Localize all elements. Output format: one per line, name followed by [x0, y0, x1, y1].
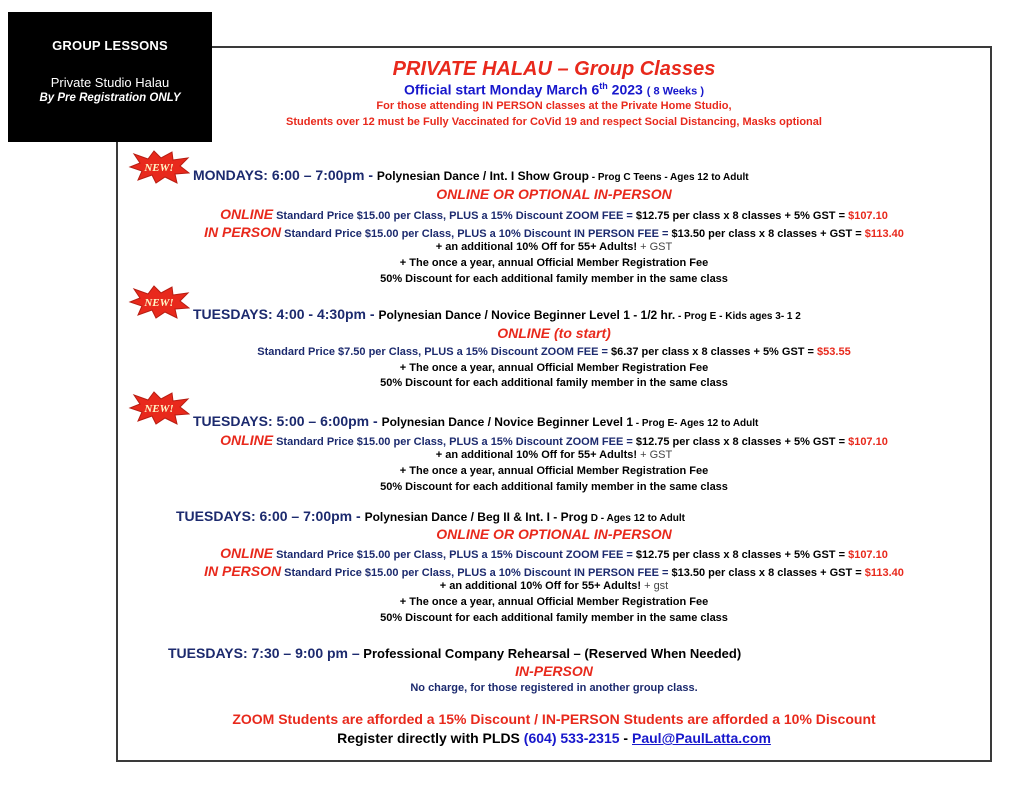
start-weeks: ( 8 Weeks ) — [646, 85, 704, 98]
new-badge-text: NEW! — [144, 403, 174, 415]
tuesday-3-heading — [176, 508, 685, 526]
senior-discount: + an additional 10% Off for 55+ Adults! — [435, 449, 638, 461]
tuesday-3-desc: Polynesian Dance / Beg II & Int. I - Prog — [364, 510, 588, 524]
inperson-calc: $13.50 per class x 8 classes + GST = — [671, 567, 865, 579]
senior-gst: + gst — [641, 580, 669, 592]
tuesday-4-heading — [168, 645, 741, 663]
senior-gst: + GST — [637, 449, 673, 461]
tuesday-2-extra-3: 50% Discount for each additional family member in the same class — [380, 481, 728, 493]
note-line-1: For those attending IN PERSON classes at the Private Home Studio, — [376, 100, 732, 112]
inperson-calc: $13.50 per class x 8 classes + GST = — [671, 228, 865, 240]
tuesday-1-extra-2: + The once a year, annual Official Member Registration Fee — [399, 362, 709, 374]
monday-prog: - Prog C Teens - Ages 12 to Adult — [588, 172, 749, 183]
tuesday-3-online-price — [116, 545, 992, 561]
online-price-text: Standard Price $15.00 per Class, PLUS a 15% Discount ZOOM FEE = — [273, 436, 636, 448]
price-total: $53.55 — [817, 346, 851, 358]
monday-dash: - — [364, 167, 377, 183]
tuesday-1-desc: Polynesian Dance / Novice Beginner Level 1 - 1/2 hr. — [378, 308, 676, 322]
tuesday-1-mode: ONLINE (to start) — [497, 325, 611, 341]
tuesday-4-time: TUESDAYS: 7:30 – 9:00 pm – — [168, 645, 360, 661]
register-line — [116, 730, 992, 746]
senior-discount: + an additional 10% Off for 55+ Adults! — [439, 580, 642, 592]
monday-extra-2: + The once a year, annual Official Member Registration Fee — [399, 257, 709, 269]
inperson-total: $113.40 — [864, 228, 904, 240]
note-line-2: Students over 12 must be Fully Vaccinated for CoVid 19 and respect Social Distancing, Masks optional — [286, 116, 822, 128]
tuesday-1-heading — [193, 306, 801, 324]
online-label: ONLINE — [220, 432, 274, 448]
tuesday-2-extra-2: + The once a year, annual Official Member Registration Fee — [399, 465, 709, 477]
start-date-year: 2023 — [607, 81, 647, 98]
tuesday-3-extra-1 — [116, 580, 992, 592]
new-starburst-icon — [128, 391, 190, 425]
start-date — [116, 81, 992, 98]
tuesday-2-extra-1 — [116, 449, 992, 461]
tuesday-3-prog: D - Ages 12 to Adult — [587, 513, 685, 524]
tuesday-2-prog: - Prog E- Ages 12 to Adult — [633, 418, 759, 429]
price-text: Standard Price $7.50 per Class, PLUS a 15% Discount ZOOM FEE = — [257, 346, 611, 358]
tuesday-2-time: TUESDAYS: 5:00 – 6:00pm — [193, 413, 370, 429]
tuesday-2-dash: - — [369, 413, 382, 429]
register-text: Register directly with PLDS — [337, 730, 524, 746]
tuesday-2-desc: Polynesian Dance / Novice Beginner Level 1 — [381, 415, 633, 429]
badge-line2: By Pre Registration ONLY — [39, 92, 181, 104]
monday-extra-3: 50% Discount for each additional family member in the same class — [380, 273, 728, 285]
tuesday-1-extra-3: 50% Discount for each additional family member in the same class — [380, 377, 728, 389]
price-calc: $6.37 per class x 8 classes + 5% GST = — [610, 346, 818, 358]
tuesday-3-time: TUESDAYS: 6:00 – 7:00pm — [176, 508, 353, 524]
online-label: ONLINE — [220, 206, 274, 222]
tuesday-3-inperson-price — [116, 563, 992, 579]
tuesday-3-extra-2: + The once a year, annual Official Member Registration Fee — [399, 596, 709, 608]
new-badge-text: NEW! — [144, 297, 174, 309]
tuesday-3-mode: ONLINE OR OPTIONAL IN-PERSON — [436, 526, 672, 542]
online-total: $107.10 — [848, 210, 888, 222]
monday-desc: Polynesian Dance / Int. I Show Group — [376, 169, 589, 183]
badge-line1: Private Studio Halau — [50, 75, 170, 90]
inperson-total: $113.40 — [864, 567, 904, 579]
monday-mode: ONLINE OR OPTIONAL IN-PERSON — [436, 186, 672, 202]
monday-online-price — [116, 206, 992, 222]
tuesday-1-time: TUESDAYS: 4:00 - 4:30pm — [193, 306, 366, 322]
tuesday-4-mode: IN-PERSON — [515, 663, 593, 679]
online-calc: $12.75 per class x 8 classes + 5% GST = — [635, 549, 849, 561]
page-title: PRIVATE HALAU – Group Classes — [392, 58, 716, 80]
start-date-text: Official start Monday March 6 — [404, 81, 600, 98]
monday-time: MONDAYS: 6:00 – 7:00pm — [193, 167, 365, 183]
online-total: $107.10 — [848, 549, 888, 561]
discount-summary: ZOOM Students are afforded a 15% Discount / IN-PERSON Students are afforded a 10% Discount — [232, 711, 876, 727]
tuesday-1-prog: - Prog E - Kids ages 3- 1 2 — [675, 311, 801, 322]
senior-gst: + GST — [637, 241, 673, 253]
new-starburst-icon — [128, 285, 190, 319]
tuesday-1-dash: - — [365, 306, 379, 322]
new-badge-text: NEW! — [144, 162, 174, 174]
tuesday-2-heading — [193, 413, 758, 431]
online-label: ONLINE — [220, 545, 274, 561]
online-price-text: Standard Price $15.00 per Class, PLUS a 15% Discount ZOOM FEE = — [273, 549, 636, 561]
online-calc: $12.75 per class x 8 classes + 5% GST = — [635, 210, 849, 222]
tuesday-4-note: No charge, for those registered in another group class. — [410, 682, 698, 694]
inperson-label: IN PERSON — [204, 224, 282, 240]
online-price-text: Standard Price $15.00 per Class, PLUS a 15% Discount ZOOM FEE = — [273, 210, 636, 222]
monday-inperson-price — [116, 224, 992, 240]
monday-extra-1 — [116, 241, 992, 253]
inperson-price-text: Standard Price $15.00 per Class, PLUS a 10% Discount IN PERSON FEE = — [281, 228, 672, 240]
tuesday-3-extra-3: 50% Discount for each additional family member in the same class — [380, 612, 728, 624]
tuesday-1-price — [116, 346, 992, 358]
senior-discount: + an additional 10% Off for 55+ Adults! — [435, 241, 638, 253]
inperson-label: IN PERSON — [204, 563, 282, 579]
online-calc: $12.75 per class x 8 classes + 5% GST = — [635, 436, 849, 448]
email-link[interactable]: Paul@PaulLatta.com — [632, 730, 771, 746]
online-total: $107.10 — [848, 436, 888, 448]
phone-number: (604) 533-2315 — [523, 730, 620, 746]
monday-heading — [193, 167, 749, 185]
register-sep: - — [619, 730, 632, 746]
tuesday-4-desc: Professional Company Rehearsal – (Reserved When Needed) — [359, 646, 742, 661]
inperson-price-text: Standard Price $15.00 per Class, PLUS a 10% Discount IN PERSON FEE = — [281, 567, 672, 579]
badge-title: GROUP LESSONS — [52, 38, 168, 53]
tuesday-2-online-price — [116, 432, 992, 448]
start-date-sup: th — [599, 81, 608, 91]
tuesday-3-dash: - — [352, 508, 365, 524]
new-starburst-icon — [128, 150, 190, 184]
